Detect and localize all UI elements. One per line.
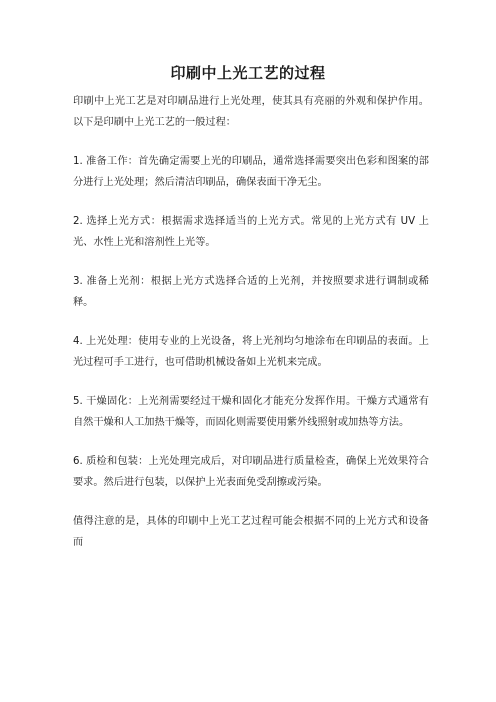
step-5-paragraph: 5. 干燥固化：上光剂需要经过干燥和固化才能充分发挥作用。干燥方式通常有自然干燥和人工加热干燥等，而固化则需要使用紫外线照射或加热等方法。	[73, 396, 429, 428]
step-1-paragraph: 1. 准备工作：首先确定需要上光的印刷品，通常选择需要突出色彩和图案的部分进行上光处理；然后清洁印刷品，确保表面干净无尘。	[73, 156, 429, 188]
document-title: 印刷中上光工艺的过程	[170, 64, 326, 82]
step-2-paragraph: 2. 选择上光方式：根据需求选择适当的上光方式。常见的上光方式有 UV 上光、水性上光和溶剂性上光等。	[73, 216, 429, 248]
intro-paragraph: 印刷中上光工艺是对印刷品进行上光处理，使其具有亮丽的外观和保护作用。以下是印刷中上光工艺的一般过程：	[73, 96, 429, 128]
note-paragraph: 值得注意的是，具体的印刷中上光工艺过程可能会根据不同的上光方式和设备而	[73, 516, 429, 548]
step-6-paragraph: 6. 质检和包装：上光处理完成后，对印刷品进行质量检查，确保上光效果符合要求。然后进行包装，以保护上光表面免受刮擦或污染。	[73, 456, 429, 488]
step-3-paragraph: 3. 准备上光剂：根据上光方式选择合适的上光剂，并按照要求进行调制或稀释。	[73, 276, 429, 308]
document-body	[73, 92, 429, 572]
step-4-paragraph: 4. 上光处理：使用专业的上光设备，将上光剂均匀地涂布在印刷品的表面。上光过程可手工进行，也可借助机械设备如上光机来完成。	[73, 336, 429, 368]
